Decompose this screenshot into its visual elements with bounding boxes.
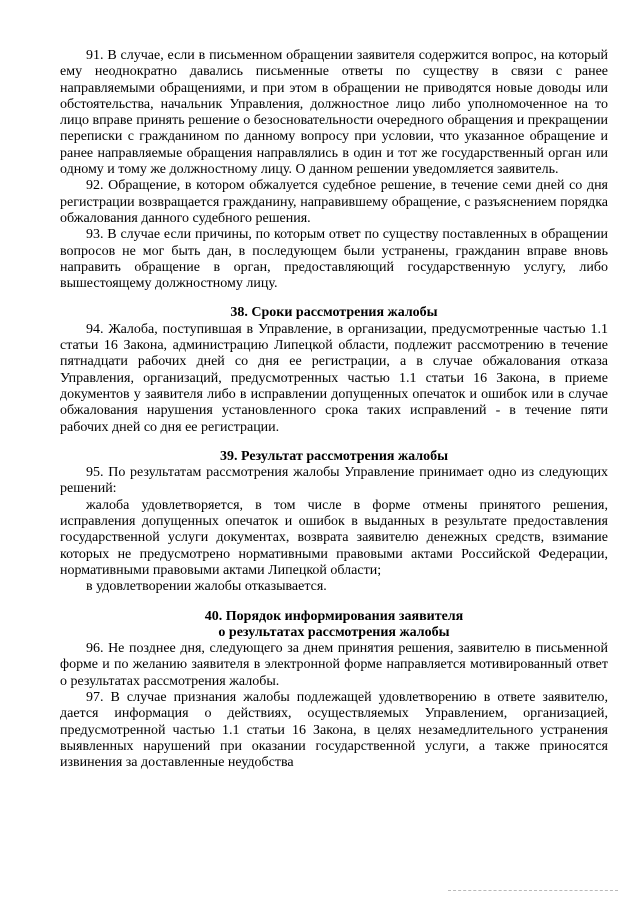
paragraph-97: 97. В случае признания жалобы подлежащей удовлетворению в ответе заявителю, дается информация о действиях, осуществляемых Управлением, организацией, предусмотренной частью 1.1 статьи 16 Закона, в целях незамедлительного устранения выявленных нарушений при оказании государственной услуги, а также приносятся извинения за доставленные неудобства <box>60 689 608 771</box>
section-heading-40-line-2: о результатах рассмотрения жалобы <box>218 624 450 640</box>
paragraph-93: 93. В случае если причины, по которым ответ по существу поставленных в обращении вопросов не мог быть дан, в последующем были устранены, гражданин вправе вновь направить обращение в орган, предоставляющий государственную услугу, либо вышестоящему должностному лицу. <box>60 227 608 292</box>
section-heading-39: 39. Результат рассмотрения жалобы <box>219 448 449 464</box>
paragraph-94: 94. Жалоба, поступившая в Управление, в организации, предусмотренные частью 1.1 статьи 16 Закона, администрацию Липецкой области, подлежит рассмотрению в течение пятнадцати рабочих дней со дня ее регистрации, а в случае обжалования отказа Управления, организаций, предусмотренных частью 1.1 статьи 16 Закона, в приеме документов у заявителя либо в исправлении допущенных опечаток и ошибок или в случае обжалования нарушения установленного срока таких исправлений - в течение пяти рабочих дней со дня ее регистрации. <box>60 321 608 435</box>
section-heading-40-line-1: 40. Порядок информирования заявителя <box>204 608 464 624</box>
paragraph-96: 96. Не позднее дня, следующего за днем принятия решения, заявителю в письменной форме и по желанию заявителя в электронной форме направляется мотивированный ответ о результатах рассмотрения жалобы. <box>60 641 608 689</box>
page-footer-line <box>448 890 618 891</box>
section-gap <box>60 436 608 449</box>
paragraph-91: 91. В случае, если в письменном обращении заявителя содержится вопрос, на который ему неоднократно давались письменные ответы по существу в связи с ранее направляемыми обращениями, и при этом в обращении не приводятся новые доводы или обстоятельства, начальник Управления, должностное лицо либо уполномоченное на то лицо вправе принять решение о безосновательности очередного обращения и прекращении переписки с гражданином по данному вопросу при условии, что указанное обращение и ранее направляемые обращения направлялись в один и тот же государственный орган или одному и тому же должностному лицу. О данном решении уведомляется заявитель. <box>60 48 608 178</box>
paragraph-95-option-refused: в удовлетворении жалобы отказывается. <box>86 579 327 595</box>
paragraph-95: 95. По результатам рассмотрения жалобы Управление принимает одно из следующих решений: <box>60 465 608 497</box>
document-body <box>60 48 608 771</box>
section-gap <box>60 292 608 305</box>
paragraph-95-option-satisfied: жалоба удовлетворяется, в том числе в форме отмены принятого решения, исправления допущенных опечаток и ошибок в выданных в результате предоставления государственной услуги документах, возврата заявителю денежных средств, взимание которых не предусмотрено нормативными правовыми актами Российской Федерации, нормативными правовыми актами Липецкой области; <box>60 497 608 578</box>
section-gap <box>60 596 608 609</box>
paragraph-92: 92. Обращение, в котором обжалуется судебное решение, в течение семи дней со дня регистрации возвращается гражданину, направившему обращение, с разъяснением порядка обжалования данного судебного решения. <box>60 178 608 226</box>
section-heading-38: 38. Сроки рассмотрения жалобы <box>230 305 438 321</box>
